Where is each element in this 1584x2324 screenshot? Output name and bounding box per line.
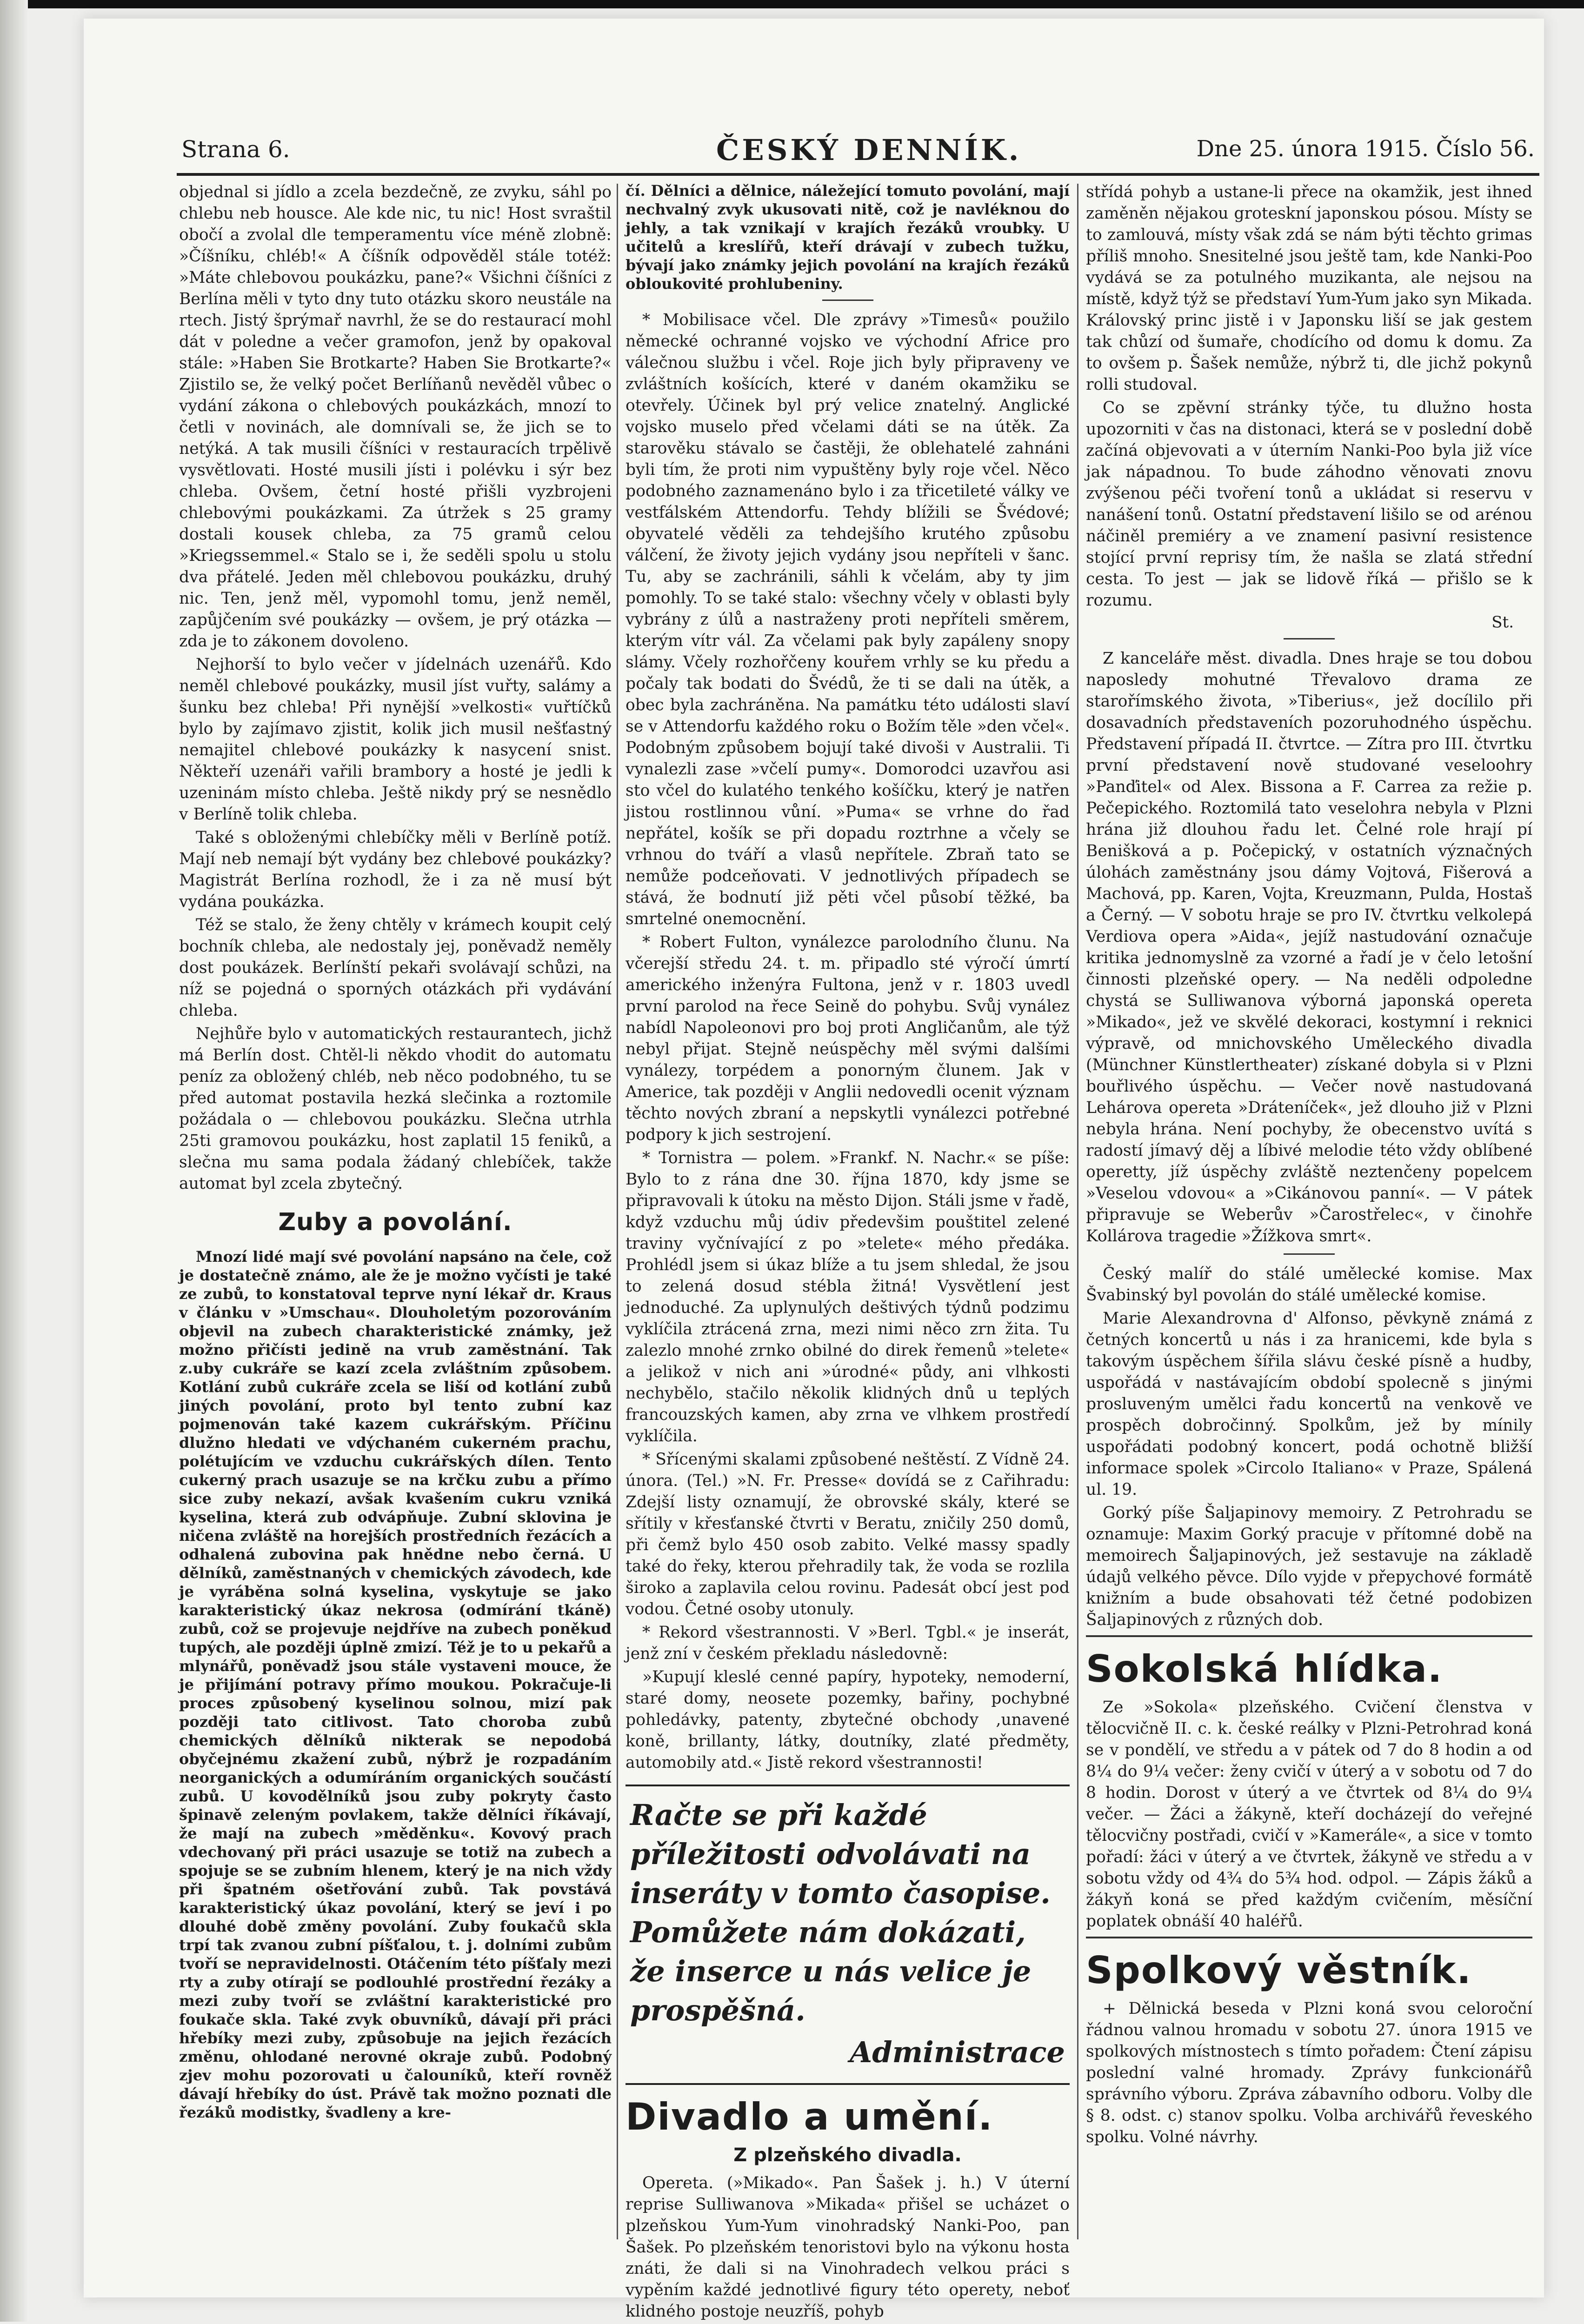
section-heading: Sokolská hlídka. <box>1086 1647 1443 1691</box>
page-number: Strana 6. <box>181 136 290 163</box>
section-heading: Divadlo a umění. <box>626 2095 993 2138</box>
section-subheading: Z plzeňského divadla. <box>733 2144 962 2166</box>
divider <box>1284 638 1335 639</box>
article-continuation <box>626 181 1070 293</box>
article-paragraph: Nejhorší to bylo večer v jídelnách uzenářů. Kdo neměl chlebové poukázky, musil jíst vuřty, salámy a šunku bez chleba! Při nynější »velkosti« vuřtíčků bylo by zajímavo zjistit, kolik jich musil nešťastný nemajitel chlebové poukázky k nasycení snist. Někteří uzenáři vařili brambory a hosté je jedli k uzeninám místo chleba. Ještě nikdy prý se nesnědlo v Berlíně tolik chleba. <box>179 655 612 824</box>
masthead <box>181 133 1563 168</box>
news-item: * Rekord všestrannosti. V »Berl. Tgbl.« je inserát, jenž zní v českém překladu následovně: <box>626 1623 1070 1663</box>
news-item: + Dělnická beseda v Plzni koná svou celoroční řádnou valnou hromadu v sobotu 27. února 1915 ve spolkových místnostech s tímto pořadem: Čtení zápisu poslední valné hromady. Zprávy funkcionářů správního výboru. Zpráva zábavního odboru. Volby dle § 8. odst. c) stanov spolku. Volba archivářů řeveského spolku. Volné návrhy. <box>1086 1999 1532 2146</box>
article-paragraph: střídá pohyb a ustane-li přece na okamžik, jest ihned zaměněn nějakou groteskní japonskou pósou. Místy se to zamlouvá, místy však zdá se nám býti těchto grimas příliš mnoho. Snesitelné jsou ještě tam, kde Nanki-Poo vydává se za potulného muzikanta, ale nejsou na místě, když týž se představí Yum-Yum jako syn Mikada. Královský princ jistě i v Japonsku liší se jak gestem tak chůzí od šumaře, chodícího od domu k domu. Za to ovšem p. Šašek nemůže, nýbrž ti, dle jichž pokynů rolli studoval. <box>1086 183 1532 394</box>
column-divider <box>1077 184 1078 2239</box>
divider <box>822 300 873 301</box>
news-item: * Mobilisace včel. Dle zprávy »Timesů« použilo německé ochranné vojsko ve východní Africe pro válečnou službu i včel. Roje jich byly připraveny ve zvláštních košících, které v daném okamžiku se otevřely. Účinek byl prý velice znatelný. Anglické vojsko muselo před včelami dáti se na útěk. Za starověku stávalo se častěji, že oblehatelé zahnáni byli tím, že proti nim vypuštěny byly roje včel. Něco podobného zaznamenáno bylo i za třicetileté války ve vestfálském Attendorfu. Tehdy blížili se Švédové; obyvatelé věděli za tehdejšího krutého způsobu válčení, že životy jejich vydány jsou nepříteli v šanc. Tu, aby se zachránili, sáhli k včelám, aby ty jim pomohly. To se také stalo: všechny včely v oblasti byly vybrány z úlů a nastraženy proti nepříteli směrem, kterým vítr vál. Za včelami pak byly zapáleny snopy slámy. Včely rozhořčeny kouřem vrhly se ku předu a počaly tak bodati do Švédů, že ti se dali na útěk, a obec byla zachráněna. Na památku této události slaví se v Attendorfu každého roku o Božím těle »den včel«. Podobným způsobem bojují také divoši v Australii. Ti vynalezli zase »včelí pumy«. Domorodci uzavřou asi sto včel do kulatého tenkého košíčku, který je natřen jistou rostlinnou vůní. »Puma« se vrhne do řad nepřátel, košík se při dopadu roztrhne a včely se vrhnou do tváří a vlasů nepřítele. Zbraň tato se nemůže podceňovati. V jednotlivých případech se stává, že bodnutí již pěti včel působí těžké, ba smrtelné onemocnění. <box>626 311 1070 928</box>
article-paragraph: Nejhůře bylo v automatických restaurantech, jichž má Berlín dost. Chtěl-li někdo vhodit do automatu peníz za obložený chléb, neb něco podobného, tu se před automat postavila hezká slečinka a roztomile požádala o — chlebovou poukázku. Slečna utrhla 25ti gramovou poukázku, host zaplatil 15 feniků, a slečna mu sama podala žádaný chlebíček, takže automat byl zcela zbytečný. <box>179 1025 612 1193</box>
article-paragraph: Mnozí lidé mají své povolání napsáno na čele, což je dostatečně známo, ale že je možno vyčísti je také ze zubů, to konstatoval teprve nyní lékař dr. Kraus v článku v »Umschau«. Dlouholetým pozorováním objevil na zubech charakteristické známky, jež možno přičísti jedině na vrub zaměstnání. Tak z.uby cukráře se kazí zcela zvláštním způsobem. Kotlání zubů cukráře zcela se liší od kotlání zubů jiných povolání, proto byl tento zubní kaz pojmenován také kazem cukrářským. Příčinu dlužno hledati ve vdýchaném cukerném prachu, polétujícím ve vzduchu cukrářských dílen. Tento cukerný prach usazuje se na krčku zubu a přímo sice zuby nekazí, avšak kvašením cukru vzniká kyselina, která zub odvápňuje. Zubní sklovina je ničena zvláště na horejších prostředních řezácích a odhalená zubovina pak hnědne nebo černá. U dělníků, zaměstnaných v chemických závodech, kde je vyráběna solná kyselina, vyskytuje se jako karakteristický úkaz nekrosa (odmírání tkáně) zubů, což se projevuje nejdříve na zubech poněkud tupých, ale později úplně zmizí. Též je to u pekařů a mlynářů, poněvadž jsou stále vystaveni mouce, že je přijímání potravy přímo moukou. Pokračuje-li proces způsobený kyselinou solnou, mizí pak později tato citlivost. Tato choroba zubů chemických dělníků nikterak se nepodobá obyčejnému zkažení zubů, nýbrž je rozpadáním neorganických a odumíráním organických součástí zubů. U kovodělníků jsou zuby pokryty často špinavě zeleným povlakem, takže dělníci říkávají, že mají na zubech »měděnku«. Kovový prach vdechovaný při práci usazuje se totiž na zubech a spojuje se se zubním hlenem, který je na nich vždy při špatném ošetřování zubů. Tak povstává karakteristický úkaz povolání, který se jeví i po dlouhé době změny povolání. Zuby foukačů skla trpí tak zvanou zubní píšťalou, t. j. dolními zubům tvoří se nepravidelnosti. Otáčením této píšťaly mezi rty a zuby otírají se podlouhlé prostřední řezáky a mezi zuby tvoří se zvláštní karakteristické pro foukače skla. Také zvyk obuvníků, dávají při práci hřebíky mezi zuby, způsobuje na jejich řezácích změnu, ohlodané nerovné okraje zubů. Podobný zjev mohu pozorovati u čalouníků, kteří rovněž dávají hřebíky do úst. Právě tak možno poznati dle řezáků modistky, švadleny a kre- <box>179 1248 612 2121</box>
section-rule <box>1086 1635 1532 1637</box>
advert-text: Račte se při každé příležitosti odvolávati na inseráty v tomto časopise. Pomůžete nám dokázati, že inserce u nás velice je prospěšná. <box>630 1798 1051 2027</box>
article-paragraph: Opereta. (»Mikado«. Pan Šašek j. h.) V úterní reprise Sulliwanova »Mikada« přišel se ucházet o plzeňskou Yum-Yum vinohradský Nanki-Poo, pan Šašek. Po plzeňském tenoristovi bylo na výkonu hosta znáti, že dali si na Vinohradech velkou práci s vypěním každé jednotlivé figury této operety, neboť klidného postoje neuzříš, pohyb <box>626 2174 1070 2321</box>
news-item: Gorký píše Šaljapinovy memoiry. Z Petrohradu se oznamuje: Maxim Gorký pracuje v přítomné době na memoirech Šaljapinových, jež sestavuje na základě údajů velkého pěvce. Dílo vyjde v přepychové formátě knižním a bude obsahovati též četné podobizen Šaljapinových z různých dob. <box>1086 1504 1532 1629</box>
news-item: * Sřícenými skalami způsobené neštěstí. Z Vídně 24. února. (Tel.) »N. Fr. Presse« dovídá se z Cařihradu: Zdejší listy oznamují, že obrovské skály, které se sřítily v křesťanské čtvrti v Beratu, zničily 250 domů, při čemž bylo 450 osob zabito. Velké massy spadly také do řeky, kterou přehradily tak, že voda se rozlila široko a zaplavila celou rovinu. Padesát obcí jest pod vodou. Četné osoby utonuly. <box>626 1450 1070 1618</box>
divider <box>1284 1253 1335 1255</box>
newspaper-title: ČESKÝ DENNÍK. <box>716 133 1022 167</box>
section-rule <box>1086 1937 1532 1938</box>
section-heading: Spolkový věstník. <box>1086 1949 1472 1992</box>
column-2 <box>626 181 1070 2324</box>
article-paragraph: Též se stalo, že ženy chtěly v krámech koupit celý bochník chleba, ale nedostaly jej, poněvadž neměly dost poukázek. Berlínští pekaři svolávají schůzi, na níž se pojedná o sporných otázkách při vydávání chleba. <box>179 916 612 1020</box>
news-item: * Robert Fulton, vynálezce parolodního člunu. Na včerejší středu 24. t. m. připadlo sté výročí úmrtí amerického inženýra Fultona, jenž v r. 1803 uvedl první parolod na řece Seině do pohybu. Svůj vynález nabídl Napoleonovi pro boj proti Angličanům, ale týž nebyl přijat. Stejně neúspěchy měl svými dalšími vynálezy, torpédem a ponorným člunem. Jak v Americe, tak později v Anglii nedovedli ocenit význam těchto nových zbraní a nepskytli vynálezci potřebné podpory k jich sestrojení. <box>626 933 1070 1144</box>
issue-date: Dne 25. února 1915. Číslo 56. <box>1196 136 1535 162</box>
column-1 <box>179 181 612 2124</box>
news-item: * Tornistra — polem. »Frankf. N. Nachr.« se píše: Bylo to z rána dne 30. října 1870, kdy jsme se připravovali k útoku na město Dijon. Stáli jsme v řadě, když vzduchu můj údiv předevšim pouštitel zelené traviny vyčnívající z po »telete« mého předáka. Prohlédl jsem si úkaz blíže a tu jsem shledal, že jsou to zelená dosud stébla žitná! Vysvětlení jest jednoduché. Za uplynulých deštivých týdnů podzimu vyklíčila ztrácená zrna, mezi nimi něco zrn žita. Tu zalezlo mnohé zrnko obilné do direk řemenů »telete« a jelikož v nich ani »úrodné« půdy, ani vlhkosti nechybělo, stačilo několik klidných dnů u teplých francouzských kamen, aby zrna ve vlhkem prostředí vyklíčila. <box>626 1149 1070 1445</box>
article-paragraph: Také s obloženými chlebíčky měli v Berlíně potíž. Mají neb nemají být vydány bez chlebové poukázky? Magistrát Berlína rozhodl, že i za ně musí být vydána poukázka. <box>179 828 612 911</box>
news-item: Z kanceláře měst. divadla. Dnes hraje se tou dobou naposledy mohutné Třevalovo drama ze starořímského života, »Tiberius«, jež docílilo při dosavadních představeních pozoruhodného úspěchu. Představení případá II. čtvrtce. — Zítra pro III. čtvrtku první představení nově studované veseloohry »Panďitel« od Alex. Bissona a F. Carrea za režie p. Pečepického. Roztomilá tato veselohra nebyla v Plzni hrána již dlouhou řadu let. Čelné role hrají pí Benišková a p. Počepický, v ostatních význačných úlohách zaměstnány jsou dámy Vojtová, Fišerová a Machová, pp. Karen, Vojta, Kreuzmann, Pulda, Hostaš a Černý. — V sobotu hraje se pro IV. čtvrtku velkolepá Verdiova opera »Aida«, jejíž nastudování označuje kritika jednomyslně za vzorné a řadí je v čelo letošní činnosti plzeňské opery. — Na neděli odpoledne chystá se Sulliwanova výborná japonská opereta »Mikado«, jež ve skvělé dekoraci, kostymní i reknici výpravě, od mnichovského Uměleckého divadla (Münchner Künstlertheater) získané dobyla si v Plzni bouřlivého úspěchu. — Večer nově nastudovaná Lehárova opereta »Dráteníček«, jež dlouho již v Plzni nebyla hrána. Není pochyby, že obecenstvo uvítá s radostí jímavý děj a líbivé melodie této vždy oblíbené operetty, jíž úspěchy zvláště neztenčeny popelcem »Veselou vdovou« a »Cikánovou panní«. — V pátek připravuje se Weberův »Čarostřelec«, v činohře Kollárova tragedie »Žížkova smrt«. <box>1086 649 1532 1245</box>
masthead-rule <box>177 173 1539 176</box>
news-item: Český malíř do stálé umělecké komise. Max Švabinský byl povolán do stálé umělecké komise. <box>1086 1265 1532 1305</box>
column-3 <box>1086 181 1532 2150</box>
article-heading: Zuby a povolání. <box>278 1208 512 1236</box>
author-signature: St. <box>1491 613 1514 632</box>
scan-top-edge <box>0 0 1584 8</box>
advert-box <box>626 1785 1070 2085</box>
article-paragraph: Co se zpěvní stránky týče, tu dlužno hosta upozorniti v čas na distonaci, která se v poslední době začíná objevovati a v úterním Nanki-Poo byla již více jak nápadnou. To bude záhodno věnovati znovu zvýšenou péči tvoření tonů a ukládat si reservu v nanášení tonů. Ostatní představení lišilo se od arénou náčiněl premiéry a ve znamení pasivní resistence stojící první reprisy tím, že našla se zlatá střední cesta. To jest — jak se lidově říká — přišlo se k rozumu. <box>1086 399 1532 610</box>
advert-signature: Administrace <box>850 2035 1065 2069</box>
quoted-advert: »Kupují kleslé cenné papíry, hypoteky, nemoderní, staré domy, neosete pozemky, bařiny, pochybné pohledávky, patenty, zbytečné obchody ,unavené koně, brillanty, látky, doutníky, zlaté předměty, automobily atd.« Jistě rekord všestrannosti! <box>626 1668 1070 1772</box>
article-paragraph: objednal si jídlo a zcela bezdečně, ze zvyku, sáhl po chlebu neb housce. Ale kde nic, tu nic! Host svraštil obočí a zvolal dle temperamentu více méně zlobně: »Číšníku, chléb!« A číšník odpověděl stále totéž: »Máte chlebovou poukázku, pane?« Všichni číšníci z Berlína měli v tyto dny tuto otázku skoro neustále na rtech. Jistý šprýmař navrhl, že se do restaurací mohl dát v poledne a večer gramofon, jenž by opakoval stále: »Haben Sie Brotkarte? Haben Sie Brotkarte?« Zjistilo se, že velký počet Berlíňanů nevěděl vůbec o vydání zákona o chlebových poukázkách, mnozí to četli v novinách, ale domnívali se, že jich se to netýká. A tak musili číšníci v restauracích trpělivě vysvětlovati. Hosté musili jísti i polévku i sýr bez chleba. Ovšem, četní hosté přišli vyzbrojeni chlebovými poukázkami. Za útržek s 25 gramy dostali kousek chleba, za 75 gramů celou »Kriegssemmel.« Stalo se i, že seděli spolu u stolu dva přátelé. Jeden měl chlebovou poukázku, druhý nic. Ten, jenž měl, vypomohl tomu, jenž neměl, zapůjčením své poukázky — ovšem, je prý otázka — zda je to zákonem dovoleno. <box>179 183 612 651</box>
article-body-small <box>179 1247 612 2122</box>
scan-left-edge <box>0 0 28 2322</box>
news-item: Ze »Sokola« plzeňského. Cvičení členstva v tělocvičně II. c. k. české reálky v Plzni-Petrohrad koná se v pondělí, ve středu a v pátek od 7 do 8 hodin a od 8¼ do 9¼ večer: ženy cvičí v úterý a v sobotu od 7 do 8 hodin. Dorost v úterý a ve čtvrtek od 8¼ do 9¼ večer. — Žáci a žákyně, kteří docházejí do veřejné tělocvičny postřadi, cvičí v »Kamerále«, a sice v tomto pořadí: žáci v úterý a ve čtvrtek, žákyně ve středu a v sobotu vždy od 4¾ do 5¾ hod. odpol. — Zápis žáků a žákyň koná se před každým cvičením, měsíční poplatek obnáší 40 haléřů. <box>1086 1698 1532 1931</box>
column-divider <box>617 184 618 2239</box>
news-item: Marie Alexandrovna d' Alfonso, pěvkyně známá z četných koncertů u nás i za hranicemi, kde byla s takovým úspěchem šířila slávu české písně a hudby, uspořádá v nastávajícím období spolecně s jinými prosluveným umělci řadu koncertů na venkově ve prospěch dobročinný. Spolkům, jež by mínily uspořádati podobný koncert, podá ochotně bližší informace spolek »Circolo Italiano« v Praze, Spálená ul. 19. <box>1086 1309 1532 1499</box>
article-paragraph: čí. Dělníci a dělnice, náležející tomuto povolání, mají nechvalný zvyk ukusovati nitě, což je navléknou do jehly, a tak vznikají v krajích řezáků vroubky. U učitelů a kreslířů, kteří drávají v zubech tužku, bývají jako známky jejich povolání na krajích řezáků obloukovité prohlubeniny. <box>626 182 1070 293</box>
